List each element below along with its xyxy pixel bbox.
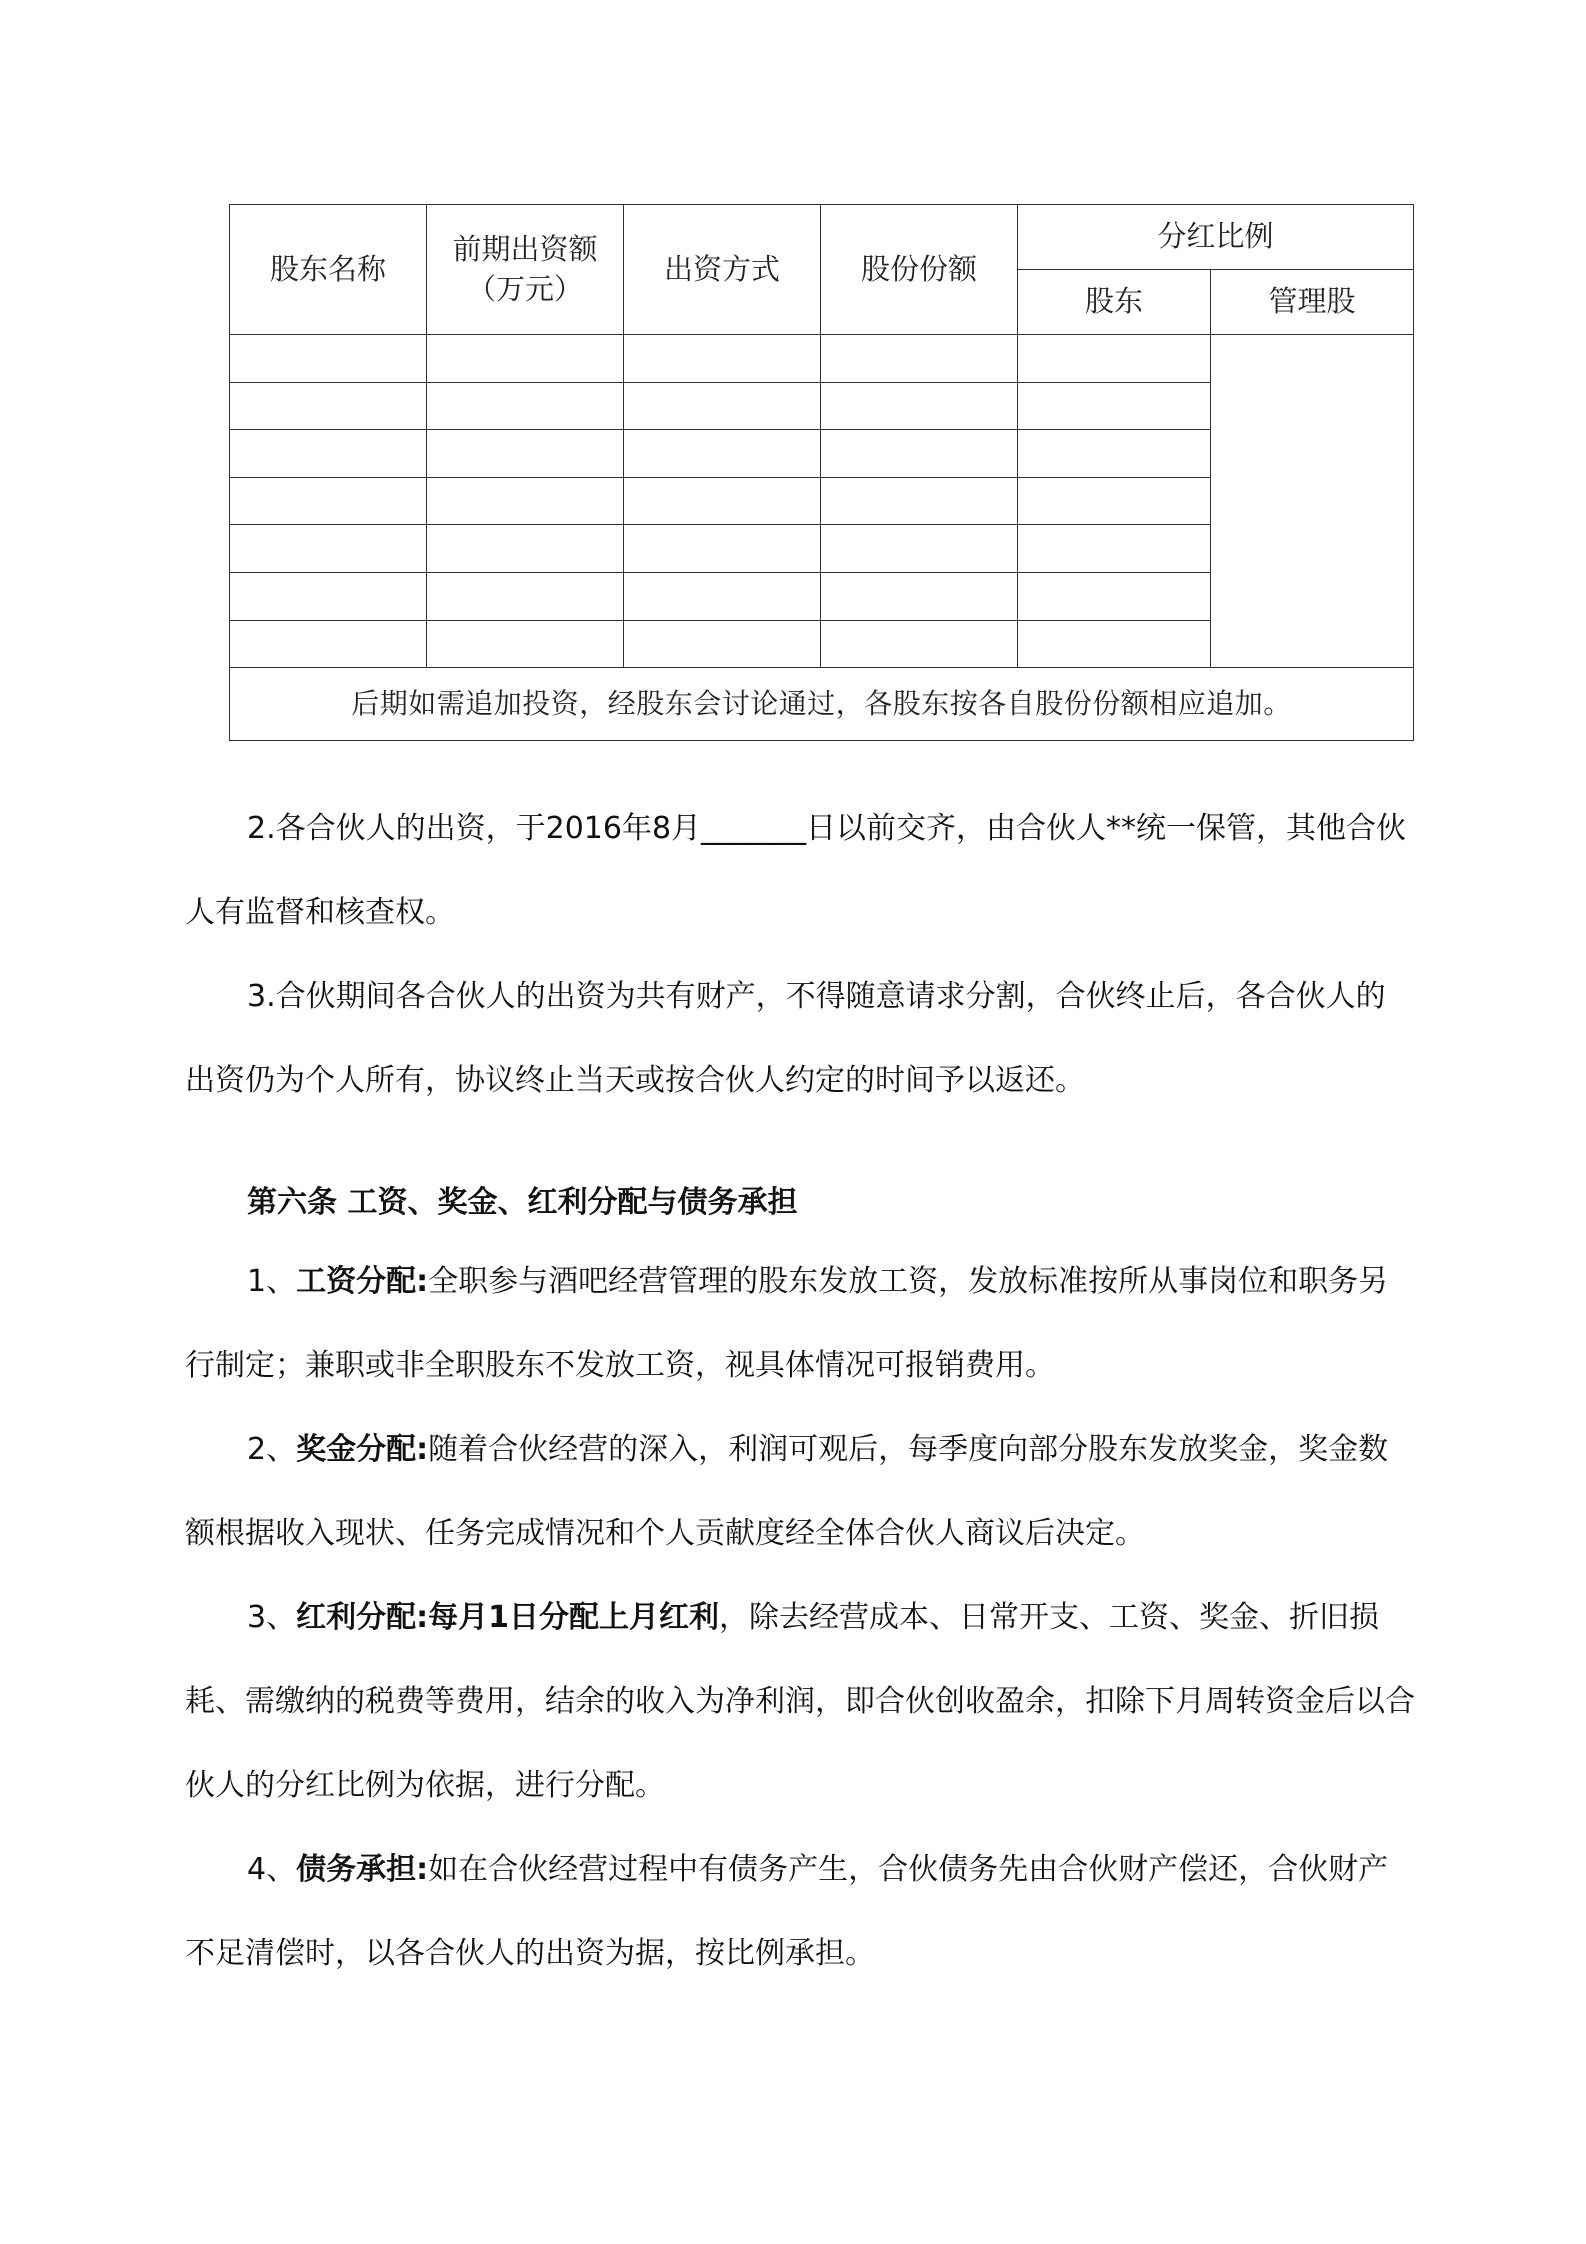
item-4-prefix: 4、 xyxy=(247,1852,297,1887)
item-2-prefix: 2、 xyxy=(247,1432,297,1467)
table-cell xyxy=(1018,430,1211,478)
table-footer-note: 后期如需追加投资，经股东会讨论通过，各股东按各自股份份额相应追加。 xyxy=(230,668,1414,741)
table-cell xyxy=(624,525,821,573)
table-cell xyxy=(230,620,427,668)
table-cell xyxy=(427,335,624,383)
table-cell xyxy=(230,572,427,620)
table-cell xyxy=(1018,335,1211,383)
table-cell xyxy=(624,382,821,430)
table-cell xyxy=(821,382,1018,430)
table-cell xyxy=(427,430,624,478)
item-1-text: 全职参与酒吧经营管理的股东发放工资，发放标准按所从事岗位和职务另行制定；兼职或非全职股东不发放工资，视具体情况可报销费用。 xyxy=(185,1264,1389,1383)
article-6-heading: 第六条 工资、奖金、红利分配与债务承担 xyxy=(247,1185,798,1220)
item-2-label: 奖金分配: xyxy=(296,1432,429,1467)
clause-3-text: 3.合伙期间各合伙人的出资为共有财产，不得随意请求分割，合伙终止后，各合伙人的出资仍为个人所有，协议终止当天或按合伙人约定的时间予以返还。 xyxy=(185,979,1386,1098)
item-3-text: ，除去经营成本、日常开支、工资、奖金、折旧损耗、需缴纳的税费等费用，结余的收入为净利润，即合伙创收盈余，扣除下月周转资金后以合伙人的分红比例为依据，进行分配。 xyxy=(185,1600,1415,1803)
table-cell xyxy=(624,620,821,668)
table-cell xyxy=(821,572,1018,620)
item-3-label: 红利分配: xyxy=(296,1600,429,1635)
table-cell xyxy=(1018,477,1211,525)
table-cell xyxy=(230,382,427,430)
table-cell xyxy=(624,430,821,478)
table-cell xyxy=(1018,525,1211,573)
header-contribution-method: 出资方式 xyxy=(624,205,821,335)
header-share-amount: 股份份额 xyxy=(821,205,1018,335)
table-cell xyxy=(230,477,427,525)
table-cell xyxy=(230,335,427,383)
header-shareholder-name: 股东名称 xyxy=(230,205,427,335)
table-cell xyxy=(821,430,1018,478)
clause-2 xyxy=(185,787,1415,955)
item-4-text: 如在合伙经营过程中有债务产生，合伙债务先由合伙财产偿还，合伙财产不足清偿时，以各合伙人的出资为据，按比例承担。 xyxy=(185,1852,1389,1971)
article-6-item-4 xyxy=(185,1828,1415,1996)
table-cell xyxy=(427,525,624,573)
item-3-bold-phrase: 每月1日分配上月红利 xyxy=(428,1600,719,1635)
table-cell xyxy=(821,477,1018,525)
table-cell xyxy=(427,477,624,525)
table-cell xyxy=(624,477,821,525)
table-cell xyxy=(1018,620,1211,668)
table-cell xyxy=(821,335,1018,383)
table-cell xyxy=(230,430,427,478)
table-cell xyxy=(821,620,1018,668)
article-6-item-1 xyxy=(185,1240,1415,1408)
table-cell xyxy=(427,382,624,430)
clause-3 xyxy=(185,955,1415,1123)
table-cell xyxy=(624,572,821,620)
article-6-item-3 xyxy=(185,1576,1415,1828)
shareholder-table xyxy=(229,204,1414,741)
clause-2-text: 2.各合伙人的出资，于2016年8月_______日以前交齐，由合伙人**统一保管，其他合伙人有监督和核查权。 xyxy=(185,811,1407,930)
header-initial-capital xyxy=(427,205,624,335)
management-share-cell xyxy=(1211,335,1414,668)
item-1-label: 工资分配: xyxy=(296,1264,429,1299)
item-3-prefix: 3、 xyxy=(247,1600,297,1635)
table-cell xyxy=(624,335,821,383)
header-initial-capital-line2: （万元） xyxy=(466,271,583,306)
item-4-label: 债务承担: xyxy=(296,1852,429,1887)
table-row xyxy=(230,335,1414,383)
article-6-item-2 xyxy=(185,1408,1415,1576)
table-cell xyxy=(1018,382,1211,430)
table-cell xyxy=(427,620,624,668)
header-dividend-shareholder: 股东 xyxy=(1018,270,1211,335)
item-1-prefix: 1、 xyxy=(247,1264,297,1299)
item-2-text: 随着合伙经营的深入，利润可观后，每季度向部分股东发放奖金，奖金数额根据收入现状、任务完成情况和个人贡献度经全体合伙人商议后决定。 xyxy=(185,1432,1389,1551)
table-cell xyxy=(821,525,1018,573)
header-dividend-management: 管理股 xyxy=(1211,270,1414,335)
header-initial-capital-line1: 前期出资额 xyxy=(452,232,598,267)
table-cell xyxy=(1018,572,1211,620)
table-cell xyxy=(427,572,624,620)
table-cell xyxy=(230,525,427,573)
header-dividend-ratio: 分红比例 xyxy=(1018,205,1414,270)
